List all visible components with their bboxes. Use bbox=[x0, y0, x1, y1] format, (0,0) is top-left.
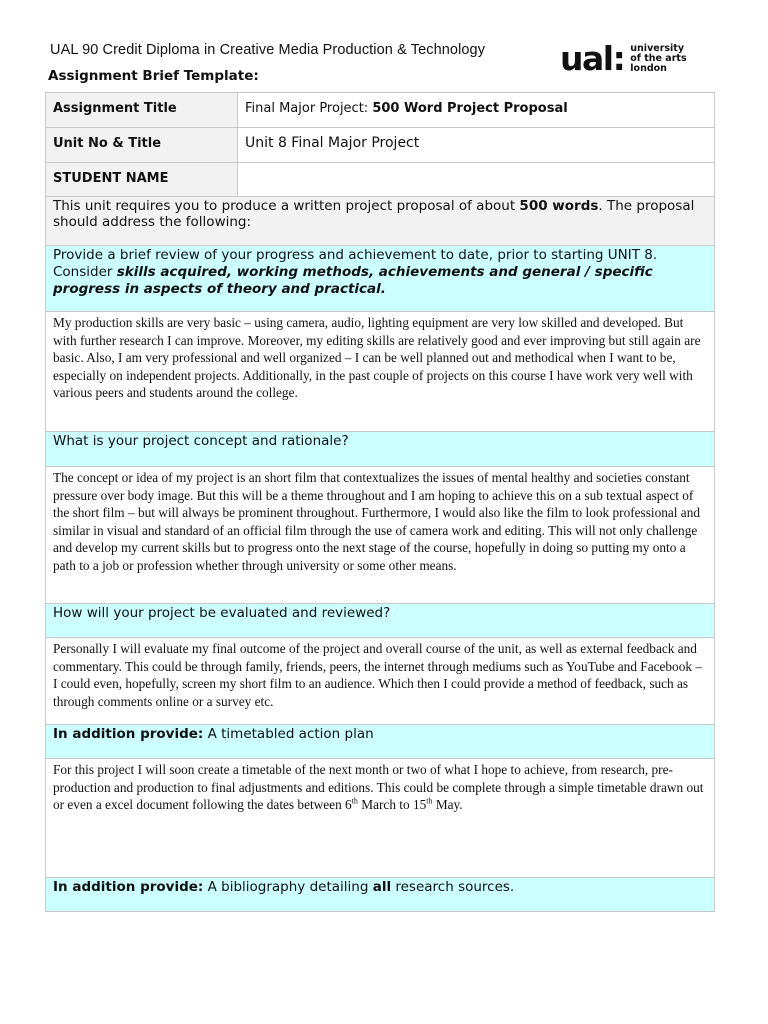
q1-prompt-emphasis: skills acquired, working methods, achievements and general / specific progress in aspects of theory and practical. bbox=[53, 264, 653, 297]
unit-label: Unit No & Title bbox=[53, 136, 162, 151]
q4-answer-mid: March to 15 bbox=[357, 797, 427, 813]
logo-line-2: of the arts bbox=[630, 52, 687, 64]
ual-logo-mark: ual: bbox=[560, 39, 625, 78]
q4-prompt-text: A timetabled action plan bbox=[203, 726, 374, 742]
q2-answer-cell bbox=[46, 467, 715, 604]
q1-prompt-cell bbox=[46, 246, 715, 312]
assignment-title-label-cell bbox=[46, 93, 238, 128]
q5-prompt-bold2: all bbox=[372, 879, 392, 895]
q4-prompt-cell bbox=[46, 725, 715, 759]
q1-answer-cell bbox=[46, 312, 715, 432]
q3-answer-row bbox=[46, 638, 715, 725]
ual-logo-wordmark bbox=[630, 44, 686, 74]
assignment-title-value-cell bbox=[238, 93, 715, 128]
q3-answer-cell bbox=[46, 638, 715, 725]
q4-answer-row bbox=[46, 759, 715, 878]
q4-prompt bbox=[46, 725, 714, 743]
unit-label-cell bbox=[46, 128, 238, 163]
logo-line-3: london bbox=[630, 62, 667, 74]
unit-value: Unit 8 Final Major Project bbox=[245, 135, 420, 151]
logo-line-1: university bbox=[630, 42, 685, 54]
assignment-title-value bbox=[238, 93, 714, 116]
unit-row bbox=[46, 128, 715, 163]
q3-prompt-cell bbox=[46, 604, 715, 638]
intro-bold: 500 words bbox=[519, 198, 599, 214]
q2-prompt-row bbox=[46, 432, 715, 467]
q5-prompt-text-b: research sources. bbox=[391, 879, 515, 895]
q2-prompt: What is your project concept and rationale? bbox=[53, 433, 349, 449]
document-subheader: Assignment Brief Template: bbox=[48, 68, 259, 84]
intro-after: . The proposal should address the following: bbox=[53, 198, 695, 230]
intro-cell bbox=[46, 197, 715, 246]
q1-answer-row bbox=[46, 312, 715, 432]
q4-answer-main: For this project I will soon create a timetable of the next month or two of what I hope to achieve, from research, pre-production and production to final adjustments and editions. This could be complete through a simple timetable drawn out or even a excel document following the dates between 6 bbox=[53, 762, 704, 813]
unit-value-cell bbox=[238, 128, 715, 163]
q1-prompt-text: Provide a brief review of your progress and achievement to date, prior to starting UNIT 8. Consider bbox=[53, 247, 658, 280]
q2-prompt-cell bbox=[46, 432, 715, 467]
document-header: UAL 90 Credit Diploma in Creative Media Production & Technology bbox=[50, 42, 486, 58]
student-name-label: STUDENT NAME bbox=[53, 171, 169, 186]
intro-row bbox=[46, 197, 715, 246]
q5-prompt-cell bbox=[46, 878, 715, 912]
q4-answer bbox=[46, 759, 714, 814]
q4-answer-end: May. bbox=[432, 797, 463, 813]
q3-prompt: How will your project be evaluated and reviewed? bbox=[53, 605, 391, 621]
q4-answer-sup2: th bbox=[426, 796, 433, 806]
student-name-row bbox=[46, 163, 715, 197]
intro-text bbox=[46, 197, 714, 230]
assignment-title-label: Assignment Title bbox=[53, 101, 177, 116]
student-name-value bbox=[238, 163, 714, 171]
intro-before: This unit requires you to produce a written project proposal of about bbox=[53, 198, 520, 214]
q2-answer: The concept or idea of my project is an short film that contextualizes the issues of mental healthy and societies constant pressure over body image. But this will be a theme throughout and I am hoping to achieve this on a sub textual aspect of the short film – but will always be prominent throughout. Furthermore, I would also like the film to look professional and similar in visual and standard of an official film through the use of camera work and editing. This will not only challenge and develop my current skills but to progress onto the next stage of the course, hopefully in doing so putting my onto a path to a job or profession whether through university or some other means. bbox=[53, 470, 701, 573]
q4-prompt-bold: In addition provide: bbox=[53, 726, 204, 742]
student-name-label-cell bbox=[46, 163, 238, 197]
q4-answer-sup1: th bbox=[351, 796, 358, 806]
q5-prompt-text-a: A bibliography detailing bbox=[203, 879, 373, 895]
q4-prompt-row bbox=[46, 725, 715, 759]
ual-logo bbox=[560, 39, 687, 78]
q3-prompt-row bbox=[46, 604, 715, 638]
q5-prompt-bold: In addition provide: bbox=[53, 879, 204, 895]
q4-answer-cell bbox=[46, 759, 715, 878]
assignment-brief-table bbox=[45, 92, 715, 912]
q1-prompt-row bbox=[46, 246, 715, 312]
assignment-title-bold: 500 Word Project Proposal bbox=[372, 101, 568, 116]
student-name-value-cell[interactable] bbox=[238, 163, 715, 197]
q3-answer: Personally I will evaluate my final outcome of the project and overall course of the unit, as well as external feedback and commentary. This could be through family, friends, peers, the internet through mediums such as YouTube and Facebook – I could even, hopefully, screen my short film to an audience. Which then I could provide a method of feedback, such as through comments online or a survey etc. bbox=[53, 641, 702, 709]
assignment-title-row bbox=[46, 93, 715, 128]
q1-answer: My production skills are very basic – using camera, audio, lighting equipment are very low skilled and developed. But with further research I can improve. Moreover, my editing skills are relatively good and ever improving but still again are basic. Also, I am very professional and well organized – I can be well planned out and methodical when I want to be, especially on independent projects. Additionally, in the past couple of projects on this course I have work very well with various peers and students around the college. bbox=[53, 315, 701, 401]
q1-prompt bbox=[46, 246, 714, 298]
q2-answer-row bbox=[46, 467, 715, 604]
assignment-title-prefix: Final Major Project: bbox=[245, 101, 373, 116]
q5-prompt bbox=[46, 878, 714, 896]
q5-prompt-row bbox=[46, 878, 715, 912]
